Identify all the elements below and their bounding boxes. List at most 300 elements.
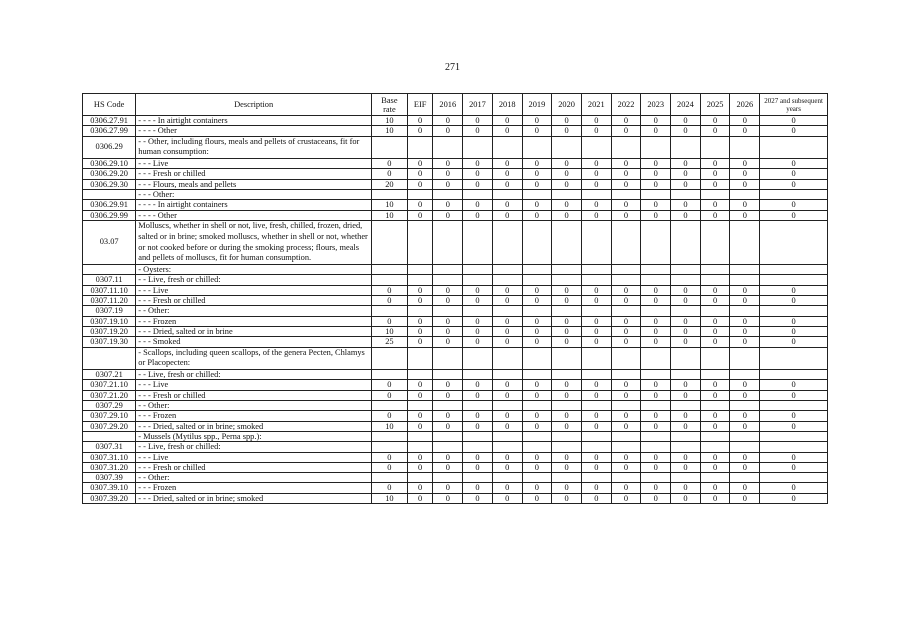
rate-cell: 0 <box>760 380 828 390</box>
rate-cell <box>641 275 671 285</box>
rate-cell: 0 <box>492 380 522 390</box>
rate-cell <box>492 190 522 200</box>
description-cell: - - - - Other <box>136 210 372 220</box>
rate-cell <box>760 136 828 159</box>
hs-code-cell: 0307.21.10 <box>83 380 136 390</box>
rate-cell <box>641 220 671 264</box>
rate-cell: 0 <box>671 380 701 390</box>
hs-code-cell: 0306.29.91 <box>83 200 136 210</box>
description-cell: - - Live, fresh or chilled: <box>136 275 372 285</box>
rate-cell <box>433 275 463 285</box>
rate-cell: 0 <box>641 179 671 189</box>
rate-cell <box>641 306 671 316</box>
table-row <box>83 347 828 370</box>
rate-cell: 0 <box>611 380 641 390</box>
rate-cell: 0 <box>581 210 611 220</box>
rate-cell <box>433 306 463 316</box>
rate-cell: 0 <box>730 337 760 347</box>
description-cell: - - - Dried, salted or in brine <box>136 326 372 336</box>
rate-cell <box>671 431 701 441</box>
table-row <box>83 483 828 493</box>
column-header: Base rate <box>371 94 407 116</box>
table-row <box>83 473 828 483</box>
rate-cell <box>611 347 641 370</box>
rate-cell: 0 <box>492 411 522 421</box>
hs-code-cell: 0307.29.10 <box>83 411 136 421</box>
rate-cell: 0 <box>407 380 433 390</box>
rate-cell: 0 <box>611 493 641 503</box>
rate-cell: 0 <box>641 285 671 295</box>
column-header: 2027 and subsequent years <box>760 94 828 116</box>
rate-cell: 0 <box>371 296 407 306</box>
rate-cell <box>522 473 552 483</box>
table-row <box>83 337 828 347</box>
rate-cell <box>700 473 730 483</box>
rate-cell: 0 <box>522 380 552 390</box>
rate-cell <box>522 442 552 452</box>
rate-cell: 0 <box>700 493 730 503</box>
rate-cell <box>371 265 407 275</box>
rate-cell: 0 <box>371 316 407 326</box>
rate-cell <box>371 136 407 159</box>
table-header-row <box>83 94 828 116</box>
rate-cell <box>611 265 641 275</box>
rate-cell: 0 <box>760 179 828 189</box>
rate-cell <box>730 347 760 370</box>
rate-cell: 0 <box>611 169 641 179</box>
rate-cell <box>407 265 433 275</box>
rate-cell: 0 <box>433 483 463 493</box>
rate-cell: 0 <box>371 483 407 493</box>
description-cell: - - - - In airtight containers <box>136 116 372 126</box>
rate-cell: 0 <box>760 337 828 347</box>
rate-cell: 0 <box>407 316 433 326</box>
rate-cell <box>463 431 493 441</box>
rate-cell: 0 <box>433 493 463 503</box>
rate-cell: 0 <box>730 493 760 503</box>
rate-cell <box>552 347 582 370</box>
rate-cell: 0 <box>671 462 701 472</box>
rate-cell: 0 <box>492 296 522 306</box>
rate-cell: 0 <box>671 296 701 306</box>
rate-cell: 0 <box>522 483 552 493</box>
table-row <box>83 220 828 264</box>
hs-code-cell <box>83 431 136 441</box>
rate-cell: 10 <box>371 126 407 136</box>
rate-cell: 0 <box>671 421 701 431</box>
rate-cell <box>671 306 701 316</box>
rate-cell <box>552 265 582 275</box>
rate-cell: 0 <box>730 296 760 306</box>
rate-cell: 0 <box>730 390 760 400</box>
rate-cell: 0 <box>552 179 582 189</box>
rate-cell <box>671 401 701 411</box>
table-row <box>83 296 828 306</box>
rate-cell: 0 <box>671 452 701 462</box>
hs-code-cell: 0307.21.20 <box>83 390 136 400</box>
rate-cell <box>581 370 611 380</box>
rate-cell: 0 <box>671 169 701 179</box>
rate-cell: 0 <box>641 421 671 431</box>
rate-cell <box>760 370 828 380</box>
rate-cell: 0 <box>760 411 828 421</box>
rate-cell <box>641 401 671 411</box>
rate-cell <box>433 370 463 380</box>
rate-cell: 0 <box>463 493 493 503</box>
rate-cell: 0 <box>581 483 611 493</box>
table-body <box>83 116 828 504</box>
rate-cell: 0 <box>522 390 552 400</box>
table-row <box>83 493 828 503</box>
hs-code-cell: 0307.39.10 <box>83 483 136 493</box>
rate-cell <box>552 473 582 483</box>
description-cell: - - Other: <box>136 473 372 483</box>
rate-cell: 0 <box>581 493 611 503</box>
rate-cell: 0 <box>492 316 522 326</box>
column-header: HS Code <box>83 94 136 116</box>
rate-cell: 0 <box>492 285 522 295</box>
rate-cell <box>641 190 671 200</box>
rate-cell: 0 <box>433 411 463 421</box>
rate-cell <box>730 442 760 452</box>
rate-cell <box>552 306 582 316</box>
rate-cell <box>492 220 522 264</box>
rate-cell: 0 <box>463 179 493 189</box>
rate-cell: 0 <box>581 390 611 400</box>
table-row <box>83 210 828 220</box>
rate-cell: 0 <box>700 462 730 472</box>
rate-cell <box>522 306 552 316</box>
description-cell: - - - Dried, salted or in brine; smoked <box>136 493 372 503</box>
rate-cell: 0 <box>730 421 760 431</box>
rate-cell: 0 <box>522 159 552 169</box>
rate-cell: 0 <box>463 380 493 390</box>
description-cell: - - Live, fresh or chilled: <box>136 442 372 452</box>
rate-cell: 0 <box>611 285 641 295</box>
rate-cell: 0 <box>730 285 760 295</box>
rate-cell: 20 <box>371 179 407 189</box>
rate-cell: 0 <box>641 210 671 220</box>
rate-cell: 0 <box>433 116 463 126</box>
rate-cell: 0 <box>700 380 730 390</box>
rate-cell <box>581 220 611 264</box>
rate-cell: 0 <box>522 200 552 210</box>
rate-cell: 0 <box>407 126 433 136</box>
rate-cell <box>433 190 463 200</box>
rate-cell <box>552 190 582 200</box>
rate-cell: 0 <box>407 421 433 431</box>
rate-cell: 0 <box>730 200 760 210</box>
column-header: 2017 <box>463 94 493 116</box>
rate-cell <box>492 442 522 452</box>
rate-cell: 0 <box>552 411 582 421</box>
rate-cell: 0 <box>522 169 552 179</box>
table-row <box>83 306 828 316</box>
hs-code-cell: 0307.19.30 <box>83 337 136 347</box>
table-row <box>83 126 828 136</box>
rate-cell <box>581 306 611 316</box>
rate-cell: 0 <box>671 493 701 503</box>
rate-cell: 0 <box>552 452 582 462</box>
rate-cell <box>552 136 582 159</box>
rate-cell <box>492 275 522 285</box>
rate-cell <box>700 431 730 441</box>
description-cell: - - - Other: <box>136 190 372 200</box>
rate-cell: 0 <box>700 116 730 126</box>
rate-cell: 0 <box>641 493 671 503</box>
description-cell: - Scallops, including queen scallops, of the genera Pecten, Chlamys or Placopecten: <box>136 347 372 370</box>
rate-cell: 0 <box>463 159 493 169</box>
rate-cell: 0 <box>552 390 582 400</box>
rate-cell: 0 <box>641 337 671 347</box>
rate-cell: 0 <box>760 390 828 400</box>
rate-cell <box>552 442 582 452</box>
rate-cell: 0 <box>700 452 730 462</box>
description-cell: - - - Frozen <box>136 411 372 421</box>
rate-cell: 0 <box>492 126 522 136</box>
rate-cell <box>581 347 611 370</box>
rate-cell: 0 <box>700 159 730 169</box>
rate-cell: 0 <box>760 316 828 326</box>
table-row <box>83 159 828 169</box>
rate-cell: 0 <box>522 452 552 462</box>
rate-cell: 0 <box>581 337 611 347</box>
rate-cell <box>611 431 641 441</box>
rate-cell: 0 <box>581 421 611 431</box>
rate-cell: 0 <box>371 411 407 421</box>
rate-cell <box>700 370 730 380</box>
rate-cell: 0 <box>700 285 730 295</box>
rate-cell: 0 <box>522 316 552 326</box>
rate-cell <box>730 220 760 264</box>
rate-cell: 0 <box>760 126 828 136</box>
rate-cell <box>700 265 730 275</box>
table-row <box>83 136 828 159</box>
rate-cell: 25 <box>371 337 407 347</box>
rate-cell: 0 <box>492 179 522 189</box>
description-cell: - - Other, including flours, meals and pellets of crustaceans, fit for human consumption: <box>136 136 372 159</box>
rate-cell <box>371 431 407 441</box>
rate-cell: 0 <box>407 285 433 295</box>
rate-cell: 0 <box>581 296 611 306</box>
rate-cell <box>671 265 701 275</box>
rate-cell <box>371 306 407 316</box>
rate-cell: 0 <box>671 316 701 326</box>
description-cell: - - - - Other <box>136 126 372 136</box>
rate-cell <box>492 370 522 380</box>
rate-cell: 0 <box>463 126 493 136</box>
table-row <box>83 462 828 472</box>
hs-code-cell <box>83 347 136 370</box>
hs-code-cell: 0307.11.10 <box>83 285 136 295</box>
rate-cell: 0 <box>671 483 701 493</box>
rate-cell: 0 <box>641 316 671 326</box>
rate-cell: 0 <box>730 169 760 179</box>
rate-cell: 0 <box>492 493 522 503</box>
hs-code-cell: 0306.29.10 <box>83 159 136 169</box>
rate-cell <box>552 370 582 380</box>
table-row <box>83 326 828 336</box>
hs-code-cell: 0306.27.91 <box>83 116 136 126</box>
rate-cell: 0 <box>700 179 730 189</box>
rate-cell: 0 <box>463 200 493 210</box>
rate-cell <box>522 370 552 380</box>
description-cell: - - Other: <box>136 401 372 411</box>
table-row <box>83 179 828 189</box>
rate-cell: 0 <box>522 493 552 503</box>
rate-cell: 0 <box>552 493 582 503</box>
rate-cell: 0 <box>611 411 641 421</box>
rate-cell: 0 <box>552 316 582 326</box>
rate-cell <box>760 442 828 452</box>
rate-cell: 0 <box>760 483 828 493</box>
rate-cell <box>552 401 582 411</box>
hs-code-cell: 0307.21 <box>83 370 136 380</box>
rate-cell <box>671 136 701 159</box>
rate-cell: 0 <box>641 483 671 493</box>
rate-cell: 0 <box>760 452 828 462</box>
hs-code-cell: 0307.29.20 <box>83 421 136 431</box>
column-header: 2024 <box>671 94 701 116</box>
rate-cell <box>671 442 701 452</box>
rate-cell: 0 <box>671 326 701 336</box>
description-cell: - - - Frozen <box>136 483 372 493</box>
rate-cell <box>760 431 828 441</box>
hs-code-cell: 0307.31 <box>83 442 136 452</box>
rate-cell <box>522 347 552 370</box>
rate-cell <box>671 370 701 380</box>
column-header: 2016 <box>433 94 463 116</box>
rate-cell <box>463 442 493 452</box>
rate-cell: 0 <box>641 390 671 400</box>
rate-cell: 0 <box>641 452 671 462</box>
rate-cell: 0 <box>371 390 407 400</box>
rate-cell <box>581 401 611 411</box>
rate-cell: 0 <box>641 296 671 306</box>
column-header: 2026 <box>730 94 760 116</box>
rate-cell: 0 <box>700 200 730 210</box>
rate-cell: 0 <box>552 380 582 390</box>
rate-cell <box>407 431 433 441</box>
rate-cell: 0 <box>522 116 552 126</box>
rate-cell: 0 <box>522 337 552 347</box>
rate-cell <box>407 220 433 264</box>
rate-cell: 0 <box>671 126 701 136</box>
rate-cell: 0 <box>641 126 671 136</box>
rate-cell: 0 <box>671 200 701 210</box>
rate-cell: 0 <box>433 200 463 210</box>
rate-cell: 0 <box>463 326 493 336</box>
rate-cell <box>611 220 641 264</box>
rate-cell: 0 <box>522 326 552 336</box>
rate-cell: 0 <box>611 126 641 136</box>
rate-cell: 0 <box>760 116 828 126</box>
rate-cell <box>522 220 552 264</box>
column-header: 2025 <box>700 94 730 116</box>
rate-cell: 0 <box>371 452 407 462</box>
table-row <box>83 316 828 326</box>
rate-cell <box>522 265 552 275</box>
rate-cell <box>371 190 407 200</box>
table-row <box>83 370 828 380</box>
rate-cell: 0 <box>407 483 433 493</box>
rate-cell: 0 <box>463 390 493 400</box>
rate-cell <box>581 265 611 275</box>
rate-cell: 0 <box>433 462 463 472</box>
rate-cell <box>730 473 760 483</box>
column-header: 2021 <box>581 94 611 116</box>
rate-cell: 0 <box>552 159 582 169</box>
rate-cell <box>730 306 760 316</box>
rate-cell: 0 <box>463 462 493 472</box>
tariff-schedule-table <box>82 93 828 504</box>
rate-cell: 0 <box>407 390 433 400</box>
rate-cell <box>611 442 641 452</box>
rate-cell <box>463 190 493 200</box>
rate-cell: 0 <box>611 462 641 472</box>
rate-cell: 0 <box>433 285 463 295</box>
rate-cell <box>641 370 671 380</box>
rate-cell: 0 <box>371 169 407 179</box>
rate-cell <box>407 275 433 285</box>
page-number: 271 <box>445 62 460 73</box>
rate-cell <box>700 190 730 200</box>
rate-cell: 0 <box>760 326 828 336</box>
rate-cell: 0 <box>730 126 760 136</box>
rate-cell: 0 <box>730 159 760 169</box>
rate-cell: 0 <box>611 316 641 326</box>
rate-cell <box>433 442 463 452</box>
rate-cell: 0 <box>700 483 730 493</box>
rate-cell <box>492 347 522 370</box>
rate-cell: 0 <box>433 421 463 431</box>
rate-cell <box>433 220 463 264</box>
hs-code-cell: 0307.31.20 <box>83 462 136 472</box>
rate-cell <box>581 136 611 159</box>
rate-cell: 10 <box>371 493 407 503</box>
rate-cell <box>671 190 701 200</box>
rate-cell: 10 <box>371 116 407 126</box>
rate-cell: 0 <box>611 159 641 169</box>
rate-cell <box>641 347 671 370</box>
rate-cell: 0 <box>371 285 407 295</box>
rate-cell <box>463 136 493 159</box>
rate-cell: 0 <box>700 337 730 347</box>
hs-code-cell: 0307.11 <box>83 275 136 285</box>
rate-cell: 0 <box>611 421 641 431</box>
rate-cell: 0 <box>671 337 701 347</box>
rate-cell: 0 <box>641 411 671 421</box>
rate-cell <box>611 136 641 159</box>
rate-cell: 0 <box>492 337 522 347</box>
rate-cell <box>730 401 760 411</box>
table-row <box>83 116 828 126</box>
table-row <box>83 390 828 400</box>
rate-cell <box>760 473 828 483</box>
hs-code-cell: 0306.29.20 <box>83 169 136 179</box>
table-row <box>83 380 828 390</box>
rate-cell: 0 <box>492 169 522 179</box>
rate-cell <box>760 401 828 411</box>
rate-cell: 0 <box>407 210 433 220</box>
rate-cell: 0 <box>641 462 671 472</box>
rate-cell: 10 <box>371 210 407 220</box>
rate-cell: 0 <box>671 159 701 169</box>
rate-cell: 0 <box>433 159 463 169</box>
rate-cell: 0 <box>581 316 611 326</box>
rate-cell <box>730 370 760 380</box>
table-row <box>83 275 828 285</box>
